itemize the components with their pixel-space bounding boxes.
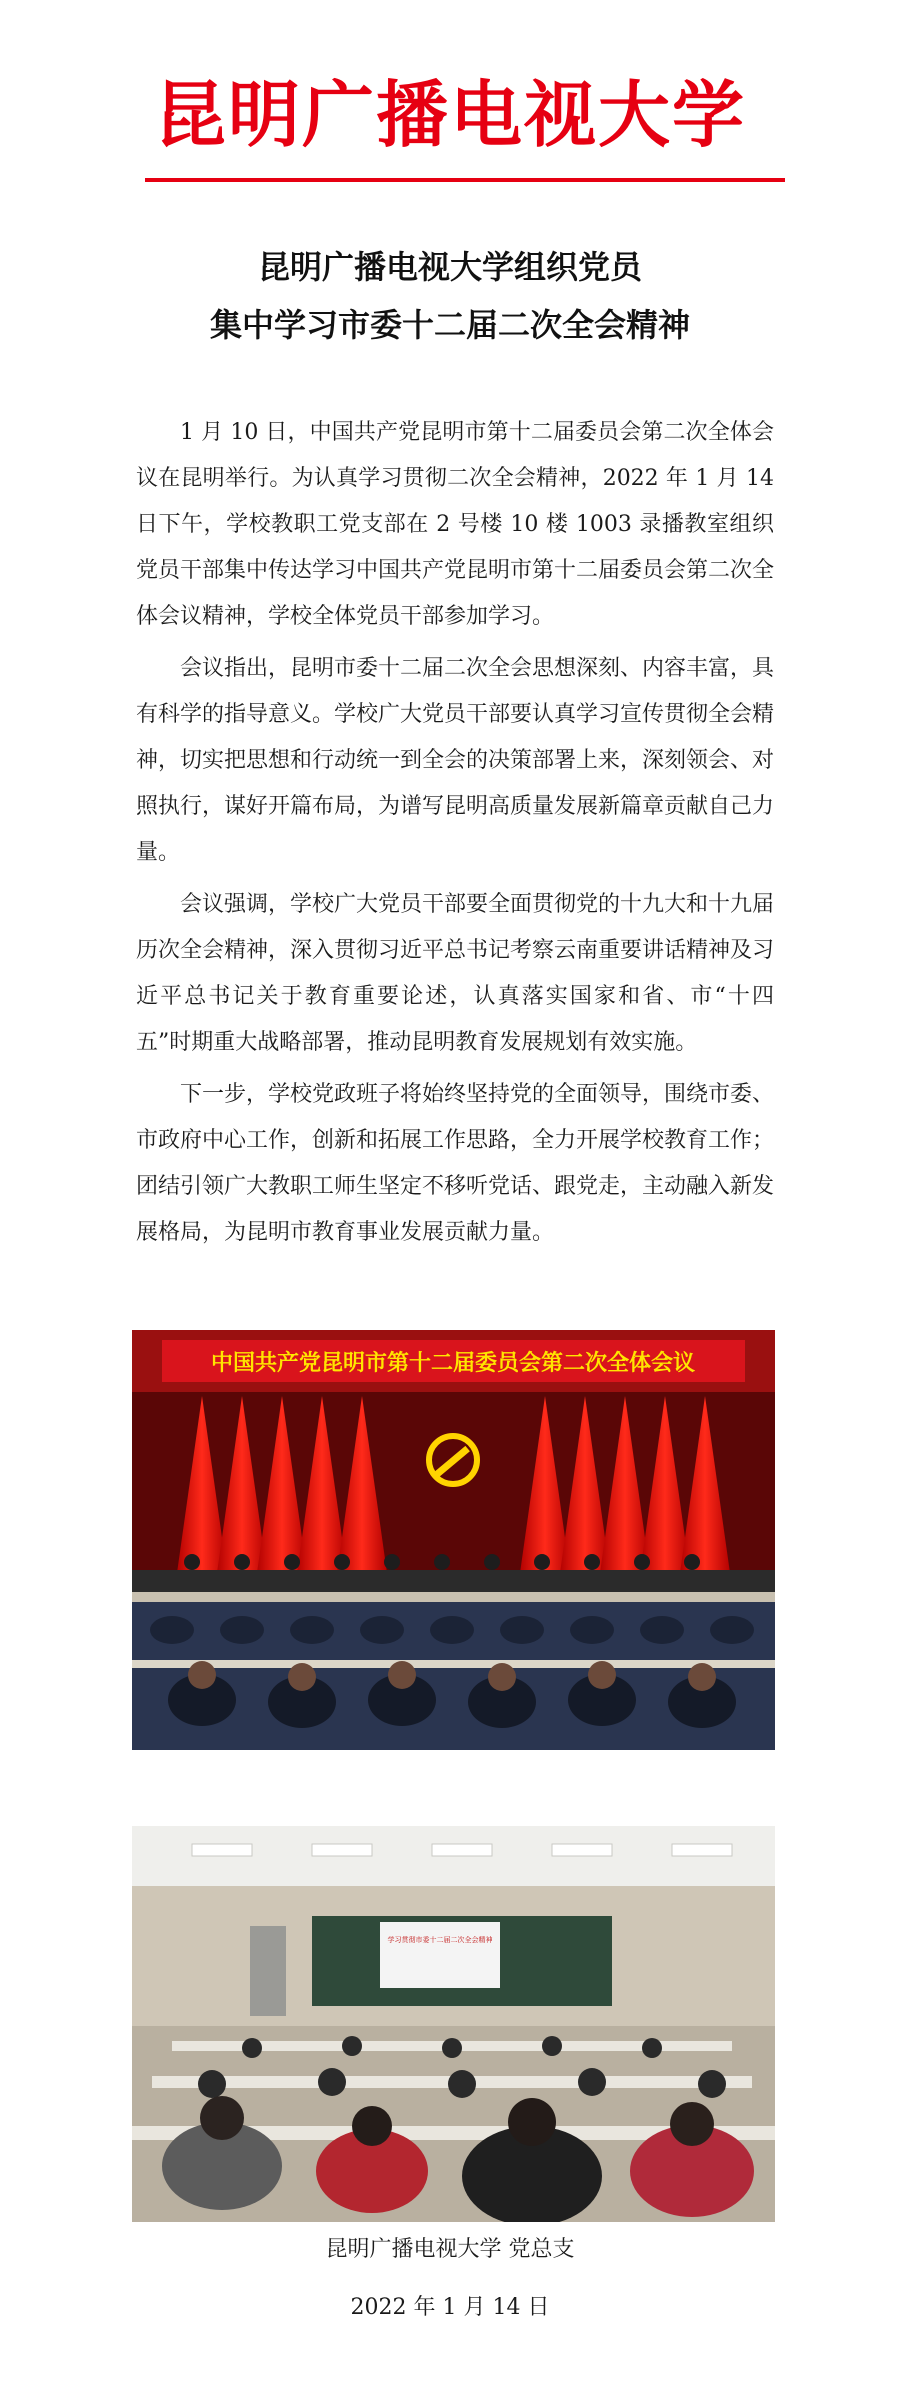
screen-text: 学习贯彻市委十二届二次全会精神 [387, 1936, 493, 1944]
masthead [0, 70, 900, 160]
paragraph-4: 下一步，学校党政班子将始终坚持党的全面领导，围绕市委、市政府中心工作，创新和拓展工作思路，全力开展学校教育工作；团结引领广大教职工师生坚定不移听党话、跟党走，主动融入新发展格局，为昆明市教育事业发展贡献力量。 [136, 1082, 775, 1245]
classroom-study-photo [132, 1826, 775, 2222]
signature-organization: 昆明广播电视大学 党总支 [325, 2237, 575, 2262]
article-title-line-2: 集中学习市委十二届二次全会精神 [209, 306, 690, 344]
banner-text: 中国共产党昆明市第十二届委员会第二次全体会议 [210, 1351, 696, 1376]
article-body [136, 410, 774, 1262]
red-divider-rule [145, 178, 785, 182]
paragraph-1: 1 月 10 日，中国共产党昆明市第十二届委员会第二次全体会议在昆明举行。为认真学习贯彻二次全会精神，2022 年 1 月 14 日下午，学校教职工党支部在 2 号楼 10 楼 1003 录播教室组织党员干部集中传达学习中国共产党昆明市第十二届委员会第二次全体会议精神，学校全体党员干部参加学习。 [136, 420, 775, 629]
paragraph-3: 会议强调，学校广大党员干部要全面贯彻党的十九大和十九届历次全会精神，深入贯彻习近平总书记考察云南重要讲话精神及习近平总书记关于教育重要论述，认真落实国家和省、市“十四五”时期重大战略部署，推动昆明教育发展规划有效实施。 [136, 892, 775, 1055]
plenary-session-photo [132, 1330, 775, 1750]
paragraph-2: 会议指出，昆明市委十二届二次全会思想深刻、内容丰富，具有科学的指导意义。学校广大党员干部要认真学习宣传贯彻全会精神，切实把思想和行动统一到全会的决策部署上来，深刻领会、对照执行，谋好开篇布局，为谱写昆明高质量发展新篇章贡献自己力量。 [136, 656, 775, 865]
article-title [0, 238, 900, 354]
signature-date: 2022 年 1 月 14 日 [350, 2295, 550, 2320]
masthead-title: 昆明广播电视大学 [153, 72, 746, 157]
article-title-line-1: 昆明广播电视大学组织党员 [257, 248, 642, 286]
